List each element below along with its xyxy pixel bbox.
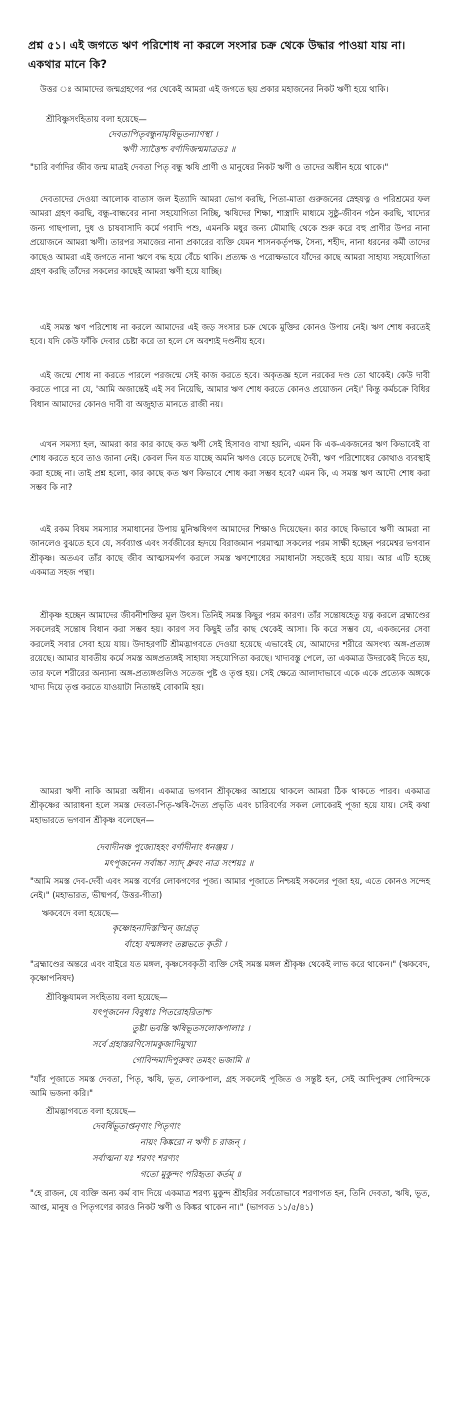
verse-2-translation: "আমি সমস্ত দেব-দেবী এবং সমস্ত বর্ণের লোকগণের পূজ্য। আমার পূজাতে নিশ্চয়ই সকলের পূজা হয়, এতে কোনও সন্দেহ নেই।" (মহাভারত, ভীষ্মপর্ব, উত্তর-গীতা) — [30, 876, 430, 901]
verse-1-translation: "চারি বর্ণাদির জীব জন্ম মাত্রই দেবতা পিতৃ বন্ধু ঋষি প্রাণী ও মানুষের নিকট ঋণী ও তাদের অধীন হয়ে থাকে।" — [30, 162, 389, 172]
sanskrit-verse-5-line-4: গতো মুকুন্দং পরিহৃত্য কর্তম্ ॥ — [140, 1170, 241, 1180]
paragraph-mahabharata-intro: আমরা ঋণী নাকি আমরা অধীন। একমাত্র ভগবান শ্রীকৃষ্ণের আশ্রয়ে থাকলে আমরা ঠিক থাকতে পারব। একমাত্র শ্রীকৃষ্ণের আরাধনা হলে সমস্ত দেবতা-পিতৃ-ঋষি-দৈত্য প্রভৃতি এবং চারিবর্ণের সকল লোকেরই পূজা হয়ে যায়। সেই কথা মহাভারতে ভগবান শ্রীকৃষ্ণ বলেছেন— — [30, 786, 430, 825]
paragraph-debts-list: দেবতাদের দেওয়া আলোক বাতাস জল ইত্যাদি আমরা ভোগ করছি, পিতা-মাতা গুরুজনের স্নেহযত্ন ও পরিশ্রমের ফল আমরা গ্রহণ করছি, বন্ধু-বান্ধবের নানা সহযোগিতা নিচ্ছি, ঋষিদের শিক্ষা, শাস্ত্রাদি মাধ্যমে সুষ্ঠু-জীবন গঠন করছি, খাদ্যের জন্য গাছপালা, দুধ ও চাষবাসাদি কর্মে গবাদি পশু, এমনকি মধুর জন্য মৌমাছি থেকে শুরু করে বহু প্রাণীর উপর নানা প্রয়োজনে আমরা ঋণী। তারপর সমাজের নানা প্রকারের ব্যক্তি যেমন শাসনকর্তৃপক্ষ, সৈন্য, শহীদ, নানা ধরনের কর্মী তাদের কাছেও আমরা এই জগতে নানা ঋণে বদ্ধ হয়ে বেঁচে থাকি। প্রত্যক্ষ ও পরোক্ষভাবে যাঁদের কাছে আমরা সাহায্য সহযোগিতা গ্রহণ করছি তাঁদের সকলের কাছেই আমরা ঋণী হয়ে যাচ্ছি। — [30, 194, 430, 277]
sanskrit-verse-3-line-2: র্বাহ্যে যন্মঙ্গলং তল্লভতে কৃতী । — [124, 940, 227, 950]
verse-3-translation: "ব্রহ্মাণ্ডের অন্তরে এবং বাইরে যত মঙ্গল, কৃষ্ণসেবকৃতী ব্যক্তি সেই সমস্ত মঙ্গল শ্রীকৃষ্ণ থেকেই লাভ করে থাকেন।" (ঋকবেদ, কৃষ্ণোপনিষদ) — [30, 959, 430, 984]
answer-intro: উত্তর ঃ আমাদের জন্মগ্রহণের পর থেকেই আমরা এই জগতে ছয় প্রকার মহাজনের নিকট ঋণী হয়ে থাকি। — [40, 84, 389, 94]
paragraph-repay-debts: এই সমস্ত ঋণ পরিশোধ না করলে আমাদের এই জড় সংসার চক্র থেকে মুক্তির কোনও উপায় নেই। ঋণ শোধ করতেই হবে। যদি কেউ ফাঁকি দেবার চেষ্টা করে তা হলে সে অবশ্যই দণ্ডনীয় হবে। — [30, 322, 430, 347]
paragraph-krishna-source: শ্রীকৃষ্ণ হচ্ছেন আমাদের জীবনীশক্তির মূল উৎস। তিনিই সমস্ত কিছুর পরম কারণ। তাঁর সন্তোষহেতু যত্ন করলে ব্রহ্মাণ্ডের সকলেরই সন্তোষ বিধান করা সম্ভব হয়। কারণ সব কিছুই তাঁর কাছ থেকেই আসা। কি করে সম্ভব যে, একজনের সেবা করলেই সবার সেবা হয়ে যায়। উদাহরণটি শ্রীমদ্ভাগবতে দেওয়া হয়েছে এভাবেই যে, আমাদের শরীরে অসংখ্য অঙ্গ-প্রত্যঙ্গ রয়েছে। আমার যাবতীয় কর্মে সমস্ত অঙ্গপ্রত্যঙ্গই সাহায্য সহযোগিতা করছে। খাদ্যবস্তু পেলে, তা একমাত্র উদরকেই দিতে হয়, তার ফলে শরীরের অন্যান্য অঙ্গ-প্রত্যঙ্গগুলিও সতেজ পুষ্ট ও তৃপ্ত হয়। সেই ক্ষেত্রে আলাদাভাবে একে একে প্রত্যেক অঙ্গকে খাদ্য দিয়ে তৃপ্ত করতে যাওয়াটা নিতান্তই বোকামি হয়। — [30, 610, 430, 693]
vishnu-samhita-intro: শ্রীবিষ্ণুসংহিতায় বলা হয়েছে— — [46, 114, 147, 124]
sanskrit-verse-4-line-2: তুষ্টা ভবন্তি ঋষিভূতসলোকপালাঃ । — [132, 1024, 250, 1034]
bhagavatam-intro: শ্রীমদ্ভাগবতে বলা হয়েছে— — [46, 1106, 136, 1116]
sanskrit-verse-4-line-4: গোবিন্দমাদিপুরুষং তমহং ভজামি ॥ — [132, 1056, 250, 1066]
paragraph-next-birth: এই জন্মে শোধ না করতে পারলে পরজন্মে সেই কাজ করতে হবে। অকৃতজ্ঞ হলে নরকের দণ্ড তো থাকেই। কেউ দাবী করতে পারে না যে, 'আমি অজান্তেই এই সব নিয়েছি, আমার ঋণ শোধ করতে কোনও প্রয়োজন নেই।' কিন্তু কর্মচক্রে বিধির বিধান আমাদের কোনও দাবী বা অজুহাত মানতে রাজী নয়। — [30, 370, 430, 409]
sanskrit-verse-2-line-1: দেবাদীনঞ্চ পুজ্যোহহং বর্ণাদীনাং ধনঞ্জয় । — [96, 843, 233, 853]
sanskrit-verse-5-line-1: দেবর্ষিভূতাপ্তনৃণাং পিতৃণাং — [92, 1122, 180, 1132]
sanskrit-verse-1-line-1: দেবতাপিতৃবন্ধুনামৃষিভূতন্যাণস্থা । — [108, 130, 218, 140]
paragraph-solution: এই রকম বিষম সমস্যার সমাধানের উপায় মুনিঋষিগণ আমাদের শিক্ষাও দিয়েছেন। কার কাছে কিভাবে ঋণী আমরা না জানলেও বুঝতে হবে যে, সর্বব্যাপ্ত এবং সর্বজীবের হৃদয়ে বিরাজমান পরমাত্মা সকলের পরম সাক্ষী হচ্ছেন পরমেশ্বর ভগবান শ্রীকৃষ্ণ। অতএব তাঁর কাছে জীব আত্মসমর্পণ করলে সমস্ত ঋণশোধের সমাধানটা সহজেই হয়ে যায়। আর এটি হচ্ছে একমাত্র সহজ পন্থা। — [30, 524, 430, 578]
sanskrit-verse-4-line-3: সর্বে গ্রহাস্তরণিসোমকুজাদিমুখ্যা — [92, 1040, 196, 1050]
sanskrit-verse-5-line-2: নায়ং কিঙ্করো ন ঋণী চ রাজন্ । — [140, 1138, 245, 1148]
verse-4-translation: "যাঁর পূজাতে সমস্ত দেবতা, পিতৃ, ঋষি, ভূত, লোকপাল, গ্রহ সকলেই পূজিত ও সন্তুষ্ট হন, সেই আদিপুরুষ গোবিন্দকে আমি ভজনা করি।" — [30, 1074, 430, 1099]
sanskrit-verse-3-line-1: কৃষ্ণোহনাদিস্তস্মিন্ জাগ্রত্ — [112, 924, 198, 934]
sanskrit-verse-5-line-3: সর্বাত্মনা যঃ শরণং শরণ্যং — [92, 1154, 179, 1164]
sanskrit-verse-2-line-2: মৎপূজনেন সর্বাচ্চা স্যাদ্ ধ্রুবং নাত্র সংশয়ঃ ॥ — [104, 859, 254, 869]
question-heading: প্রশ্ন ৫১। এই জগতে ঋণ পরিশোধ না করলে সংসার চক্র থেকে উদ্ধার পাওয়া যায় না। একথার মানে কি? — [28, 39, 406, 71]
vishnuyamal-intro: শ্রীবিষ্ণুযামল সংহিতায় বলা হয়েছে— — [46, 992, 168, 1002]
sanskrit-verse-4-line-1: যৎপূজনেন বিবুধাঃ পিতরোহরিতাশ্চ — [92, 1008, 212, 1018]
verse-5-translation: "হে রাজন, যে ব্যক্তি অন্য কর্ম বাদ দিয়ে একমাত্র শরণ্য মুকুন্দ শ্রীহরির সর্বতোভাবে শরণাগত হন, তিনি দেবতা, ঋষি, ভূত, আপ্ত, মানুষ ও পিতৃগণের কারও নিকট ঋণী ও কিঙ্কর থাকেন না।" (ভাগবত ১১/৫/৪১) — [30, 1188, 430, 1213]
paragraph-problem: এখন সমস্যা হল, আমরা কার কার কাছে কত ঋণী সেই হিসাবও বাখা হয়নি, এমন কি এক-একজনের ঋণ কিভাবেই বা শোধ করতে হবে তাও জানা নেই। কেবল দিন যত যাচ্ছে অমনি ঋণও বেড়ে চলেছে দৈবী, ঋণ পরিশোধের কোথাও ব্যবস্থাই করা হচ্ছে না। তাই প্রশ্ন হলো, কার কাছে কত ঋণ কিভাবে শোধ করা সম্ভব হবে? এমন কি, এ সমস্ত ঋণ আদৌ শোধ করা সম্ভব কি না? — [30, 439, 430, 493]
sanskrit-verse-1-line-2: ঋণী স্যাত্তৈশ্চ বর্ণাদিজন্মমাত্রতঃ ॥ — [122, 145, 236, 155]
rigveda-intro: ঋকবেদে বলা হয়েছে— — [42, 908, 119, 918]
